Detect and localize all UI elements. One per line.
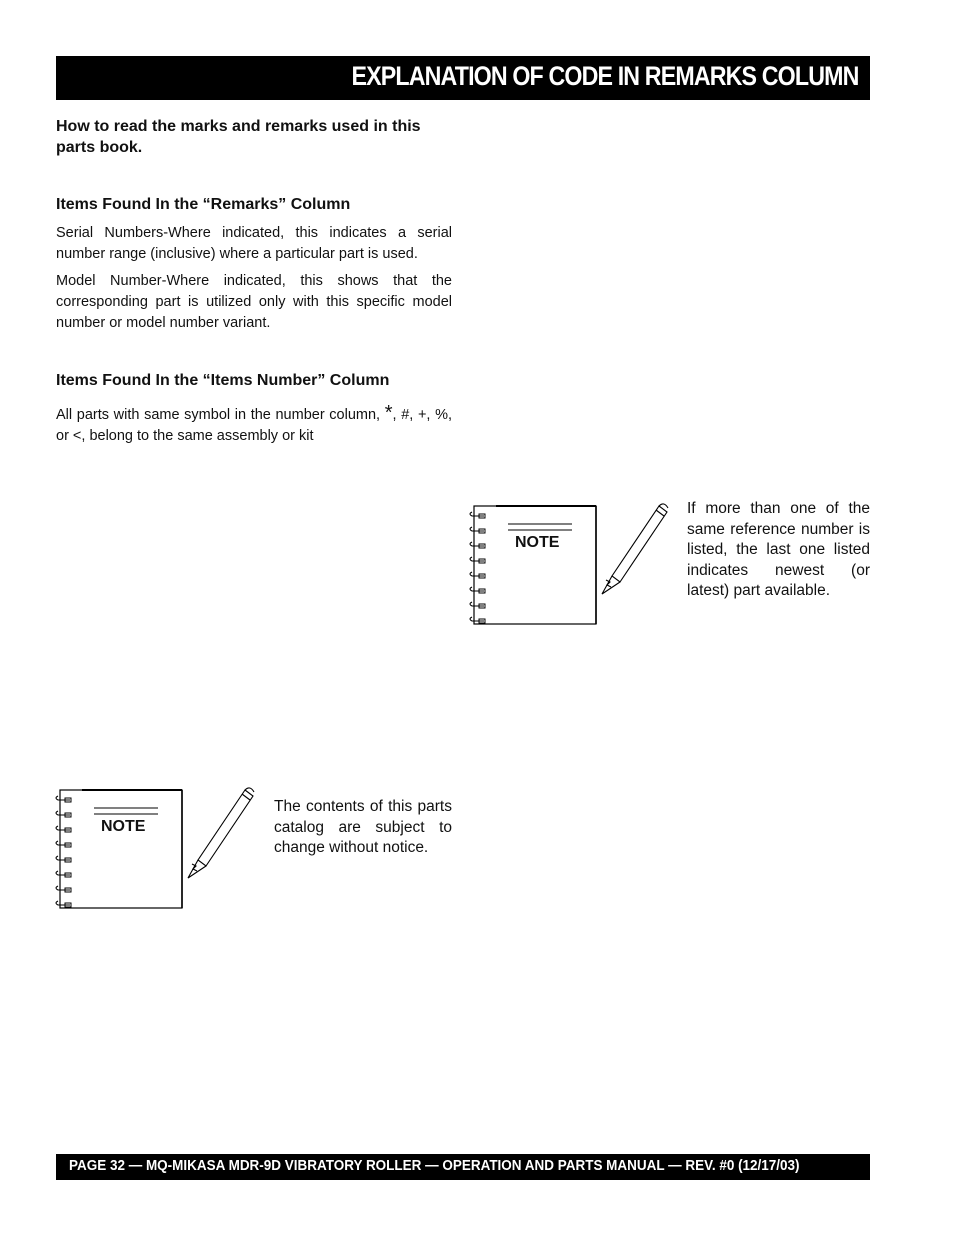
footer-text: PAGE 32 — MQ-MIKASA MDR-9D VIBRATORY ROLLER — OPERATION AND PARTS MANUAL — REV. #0 (12/17/03) — [69, 1158, 800, 1174]
asterisk-symbol: * — [384, 402, 393, 424]
pencil-icon — [188, 788, 254, 878]
items-heading: Items Found In the “Items Number” Column — [56, 372, 390, 389]
remarks-heading: Items Found In the “Remarks” Column — [56, 196, 351, 213]
note-text-left: The contents of this parts catalog are subject to change without notice. — [274, 798, 452, 856]
note-label-left: NOTE — [101, 818, 146, 835]
pencil-icon — [602, 504, 668, 594]
footer-bar — [56, 1154, 870, 1180]
title-bar — [56, 56, 870, 100]
note-notepad-icon — [466, 498, 676, 628]
model-number-text: Model Number-Where indicated, this shows that the corresponding part is utilized only with this specific model number or model number variant. — [56, 273, 452, 331]
note-notepad-icon — [52, 782, 262, 912]
items-text-before: All parts with same symbol in the number column, — [56, 407, 385, 423]
intro-text: How to read the marks and remarks used in this parts book. — [56, 118, 421, 156]
serial-number-text: Serial Numbers-Where indicated, this indicates a serial number range (inclusive) where a particular part is used. — [56, 225, 452, 262]
page-title: EXPLANATION OF CODE IN REMARKS COLUMN — [351, 61, 858, 91]
items-symbol-text — [56, 403, 452, 447]
note-text-right: If more than one of the same reference number is listed, the last one listed indicates newest (or latest) part available. — [687, 500, 870, 599]
items-text-after: , #, +, %, or <, belong to the same assembly or kit — [56, 407, 453, 444]
note-label-right: NOTE — [515, 534, 560, 551]
